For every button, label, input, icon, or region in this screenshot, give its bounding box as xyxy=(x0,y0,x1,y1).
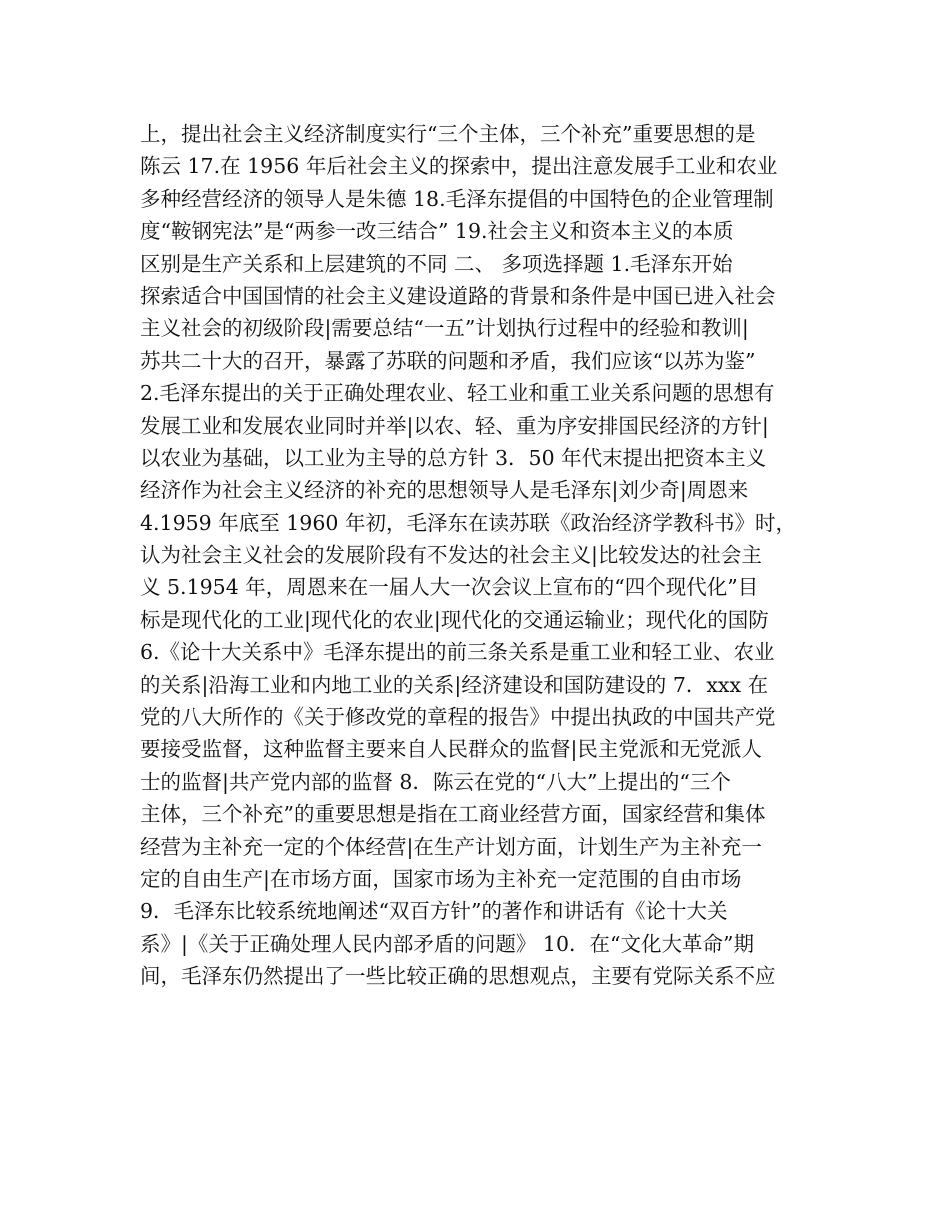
text-line: 士的监督|共产党内部的监督 8．陈云在党的“八大”上提出的“三个 xyxy=(140,769,731,794)
text-line: 主体，三个补充”的重要思想是指在工商业经营方面，国家经营和集体 xyxy=(140,802,766,827)
text-line: 多种经营经济的领导人是朱德 18.毛泽东提倡的中国特色的企业管理制 xyxy=(140,186,774,211)
text-line: 区别是生产关系和上层建筑的不同 二、 多项选择题 1.毛泽东开始 xyxy=(140,251,733,276)
text-line: 2.毛泽东提出的关于正确处理农业、轻工业和重工业关系问题的思想有 xyxy=(140,381,775,406)
text-line: 定的自由生产|在市场方面，国家市场为主补充一定范围的自由市场 xyxy=(140,866,742,891)
text-line: 认为社会主义社会的发展阶段有不发达的社会主义|比较发达的社会主 xyxy=(140,543,762,568)
text-line: 经济作为社会主义经济的补充的思想领导人是毛泽东|刘少奇|周恩来 xyxy=(140,478,749,503)
text-line: 党的八大所作的《关于修改党的章程的报告》中提出执政的中国共产党 xyxy=(140,705,776,730)
text-line: 要接受监督，这种监督主要来自人民群众的监督|民主党派和无党派人 xyxy=(140,737,762,762)
text-line: 间，毛泽东仍然提出了一些比较正确的思想观点，主要有党际关系不应 xyxy=(140,964,776,989)
text-line: 发展工业和发展农业同时并举|以农、轻、重为序安排国民经济的方针| xyxy=(140,413,769,438)
text-line: 标是现代化的工业|现代化的农业|现代化的交通运输业；现代化的国防 xyxy=(140,607,769,632)
text-line: 义 5.1954 年，周恩来在一届人大一次会议上宣布的“四个现代化”目 xyxy=(140,575,759,600)
text-line: 苏共二十大的召开，暴露了苏联的问题和矛盾，我们应该“以苏为鉴” xyxy=(140,348,756,373)
text-line: 度“鞍钢宪法”是“两参一改三结合” 19.社会主义和资本主义的本质 xyxy=(140,219,734,244)
text-line: 经营为主补充一定的个体经营|在生产计划方面，计划生产为主补充一 xyxy=(140,834,762,859)
text-line: 9．毛泽东比较系统地阐述“双百方针”的著作和讲话有《论十大关 xyxy=(140,899,728,924)
text-line: 主义社会的初级阶段|需要总结“一五”计划执行过程中的经验和教训| xyxy=(140,316,749,341)
text-line: 上，提出社会主义经济制度实行“三个主体，三个补充”重要思想的是 xyxy=(140,122,756,146)
text-line: 6.《论十大关系中》毛泽东提出的前三条关系是重工业和轻工业、农业 xyxy=(140,640,775,665)
text-line: 探索适合中国国情的社会主义建设道路的背景和条件是中国已进入社会 xyxy=(140,283,776,308)
text-line: 以农业为基础，以工业为主导的总方针 3．50 年代末提出把资本主义 xyxy=(140,445,767,470)
text-line: 陈云 17.在 1956 年后社会主义的探索中，提出注意发展手工业和农业 xyxy=(140,154,778,179)
text-line: 的关系|沿海工业和内地工业的关系|经济建设和国防建设的 7．xxx 在 xyxy=(140,672,769,697)
body-text xyxy=(140,118,820,993)
text-line: 4.1959 年底至 1960 年初，毛泽东在读苏联《政治经济学教科书》时， xyxy=(140,510,796,535)
text-line: 系》|《关于正确处理人民内部矛盾的问题》 10．在“文化大革命”期 xyxy=(140,931,754,956)
